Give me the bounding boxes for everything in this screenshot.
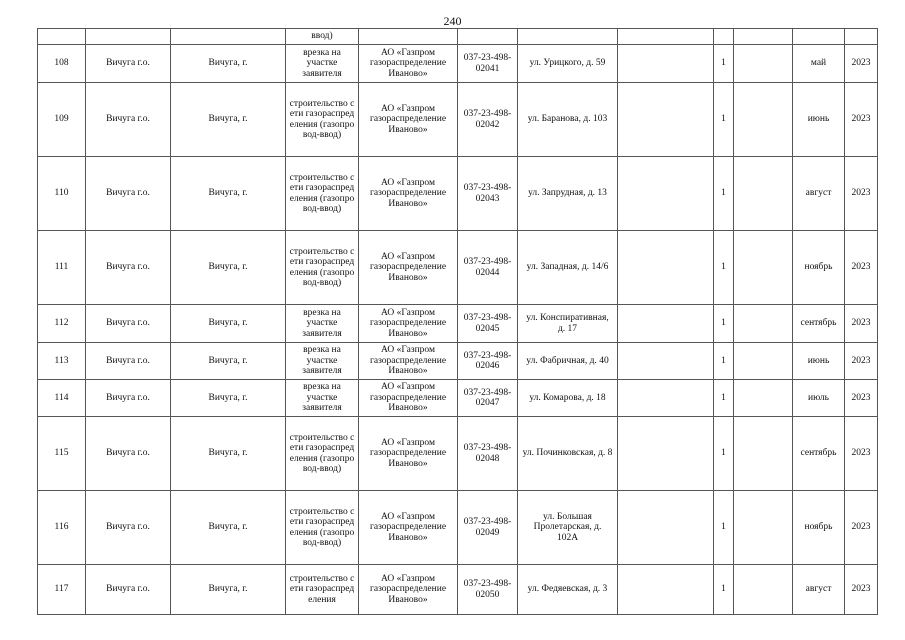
cell-num: 116 (38, 491, 86, 565)
cell-empty (734, 491, 793, 565)
cell-address (518, 29, 618, 45)
cell-settlement: Вичуга, г. (171, 231, 286, 305)
cell-address: ул. Починковская, д. 8 (518, 417, 618, 491)
cell-month (793, 29, 845, 45)
table-row (38, 565, 878, 615)
cell-settlement: Вичуга, г. (171, 565, 286, 615)
cell-settlement (171, 29, 286, 45)
cell-year: 2023 (845, 231, 878, 305)
cell-empty (618, 491, 714, 565)
cell-work-type: врезка на участке заявителя (286, 305, 359, 343)
cell-qty: 1 (714, 565, 734, 615)
cell-num: 117 (38, 565, 86, 615)
cell-empty (734, 157, 793, 231)
table-row (38, 343, 878, 380)
cell-year: 2023 (845, 305, 878, 343)
cell-empty (618, 157, 714, 231)
table-row (38, 380, 878, 417)
cell-num: 110 (38, 157, 86, 231)
cell-code: 037-23-498-02041 (458, 45, 518, 83)
cell-empty (734, 83, 793, 157)
cell-empty (618, 45, 714, 83)
cell-year: 2023 (845, 157, 878, 231)
cell-year: 2023 (845, 83, 878, 157)
cell-year: 2023 (845, 380, 878, 417)
cell-code: 037-23-498-02049 (458, 491, 518, 565)
cell-year: 2023 (845, 343, 878, 380)
cell-month: август (793, 565, 845, 615)
cell-settlement: Вичуга, г. (171, 305, 286, 343)
cell-address: ул. Баранова, д. 103 (518, 83, 618, 157)
cell-empty (618, 83, 714, 157)
cell-empty (618, 565, 714, 615)
cell-address: ул. Запрудная, д. 13 (518, 157, 618, 231)
cell-num: 113 (38, 343, 86, 380)
cell-org: АО «Газпром газораспределение Иваново» (359, 565, 458, 615)
cell-code: 037-23-498-02046 (458, 343, 518, 380)
cell-district: Вичуга г.о. (86, 157, 171, 231)
cell-org: АО «Газпром газораспределение Иваново» (359, 305, 458, 343)
cell-num: 108 (38, 45, 86, 83)
cell-org: АО «Газпром газораспределение Иваново» (359, 380, 458, 417)
cell-code: 037-23-498-02048 (458, 417, 518, 491)
cell-org (359, 29, 458, 45)
cell-code: 037-23-498-02050 (458, 565, 518, 615)
cell-address: ул. Конспиративная, д. 17 (518, 305, 618, 343)
table-row (38, 157, 878, 231)
table-row (38, 231, 878, 305)
cell-code (458, 29, 518, 45)
cell-address: ул. Федяевская, д. 3 (518, 565, 618, 615)
cell-year (845, 29, 878, 45)
cell-org: АО «Газпром газораспределение Иваново» (359, 157, 458, 231)
cell-district: Вичуга г.о. (86, 565, 171, 615)
cell-work-type: врезка на участке заявителя (286, 380, 359, 417)
cell-month: май (793, 45, 845, 83)
cell-qty: 1 (714, 417, 734, 491)
cell-num: 112 (38, 305, 86, 343)
cell-qty: 1 (714, 231, 734, 305)
cell-code: 037-23-498-02042 (458, 83, 518, 157)
cell-org: АО «Газпром газораспределение Иваново» (359, 343, 458, 380)
cell-org: АО «Газпром газораспределение Иваново» (359, 83, 458, 157)
cell-district: Вичуга г.о. (86, 343, 171, 380)
cell-code: 037-23-498-02045 (458, 305, 518, 343)
cell-num: 114 (38, 380, 86, 417)
cell-work-type: строительство сети газораспределения (газопровод-ввод) (286, 157, 359, 231)
cell-empty (618, 231, 714, 305)
cell-district: Вичуга г.о. (86, 231, 171, 305)
cell-empty (734, 45, 793, 83)
cell-district (86, 29, 171, 45)
cell-work-type: врезка на участке заявителя (286, 45, 359, 83)
cell-work-type: строительство сети газораспределения (газопровод-ввод) (286, 231, 359, 305)
cell-num: 109 (38, 83, 86, 157)
cell-settlement: Вичуга, г. (171, 380, 286, 417)
cell-district: Вичуга г.о. (86, 305, 171, 343)
cell-month: август (793, 157, 845, 231)
cell-empty (734, 343, 793, 380)
cell-address: ул. Комарова, д. 18 (518, 380, 618, 417)
cell-empty (618, 343, 714, 380)
table-row (38, 83, 878, 157)
cell-settlement: Вичуга, г. (171, 45, 286, 83)
cell-num (38, 29, 86, 45)
cell-empty (618, 29, 714, 45)
cell-org: АО «Газпром газораспределение Иваново» (359, 45, 458, 83)
cell-qty: 1 (714, 343, 734, 380)
cell-year: 2023 (845, 417, 878, 491)
cell-num: 115 (38, 417, 86, 491)
cell-year: 2023 (845, 45, 878, 83)
cell-qty: 1 (714, 157, 734, 231)
cell-district: Вичуга г.о. (86, 45, 171, 83)
cell-empty (734, 231, 793, 305)
cell-qty: 1 (714, 380, 734, 417)
cell-month: июнь (793, 343, 845, 380)
cell-empty (618, 380, 714, 417)
cell-work-type: ввод) (286, 29, 359, 45)
cell-empty (734, 417, 793, 491)
cell-district: Вичуга г.о. (86, 380, 171, 417)
table-row (38, 45, 878, 83)
cell-address: ул. Урицкого, д. 59 (518, 45, 618, 83)
page-number: 240 (443, 14, 462, 28)
cell-district: Вичуга г.о. (86, 491, 171, 565)
cell-qty: 1 (714, 305, 734, 343)
cell-qty: 1 (714, 83, 734, 157)
cell-month: сентябрь (793, 417, 845, 491)
cell-address: ул. Западная, д. 14/6 (518, 231, 618, 305)
table-row (38, 305, 878, 343)
table-row-continuation (38, 29, 878, 45)
cell-address: ул. Большая Пролетарская, д. 102А (518, 491, 618, 565)
cell-code: 037-23-498-02043 (458, 157, 518, 231)
cell-district: Вичуга г.о. (86, 417, 171, 491)
table-row (38, 491, 878, 565)
cell-settlement: Вичуга, г. (171, 157, 286, 231)
gas-connection-table (37, 28, 878, 615)
cell-settlement: Вичуга, г. (171, 491, 286, 565)
cell-month: ноябрь (793, 491, 845, 565)
cell-month: ноябрь (793, 231, 845, 305)
cell-org: АО «Газпром газораспределение Иваново» (359, 417, 458, 491)
cell-org: АО «Газпром газораспределение Иваново» (359, 491, 458, 565)
cell-work-type: строительство сети газораспределения (газопровод-ввод) (286, 417, 359, 491)
cell-month: июль (793, 380, 845, 417)
cell-qty (714, 29, 734, 45)
cell-empty (618, 417, 714, 491)
cell-address: ул. Фабричная, д. 40 (518, 343, 618, 380)
cell-code: 037-23-498-02047 (458, 380, 518, 417)
cell-work-type: строительство сети газораспределения (газопровод-ввод) (286, 83, 359, 157)
cell-empty (734, 29, 793, 45)
cell-year: 2023 (845, 565, 878, 615)
cell-work-type: строительство сети газораспределения (286, 565, 359, 615)
cell-work-type: врезка на участке заявителя (286, 343, 359, 380)
cell-empty (618, 305, 714, 343)
cell-empty (734, 380, 793, 417)
cell-district: Вичуга г.о. (86, 83, 171, 157)
table-row (38, 417, 878, 491)
cell-empty (734, 565, 793, 615)
cell-empty (734, 305, 793, 343)
cell-work-type: строительство сети газораспределения (газопровод-ввод) (286, 491, 359, 565)
cell-month: июнь (793, 83, 845, 157)
cell-org: АО «Газпром газораспределение Иваново» (359, 231, 458, 305)
cell-settlement: Вичуга, г. (171, 343, 286, 380)
cell-month: сентябрь (793, 305, 845, 343)
cell-settlement: Вичуга, г. (171, 417, 286, 491)
cell-settlement: Вичуга, г. (171, 83, 286, 157)
cell-num: 111 (38, 231, 86, 305)
cell-qty: 1 (714, 45, 734, 83)
cell-code: 037-23-498-02044 (458, 231, 518, 305)
cell-year: 2023 (845, 491, 878, 565)
cell-qty: 1 (714, 491, 734, 565)
